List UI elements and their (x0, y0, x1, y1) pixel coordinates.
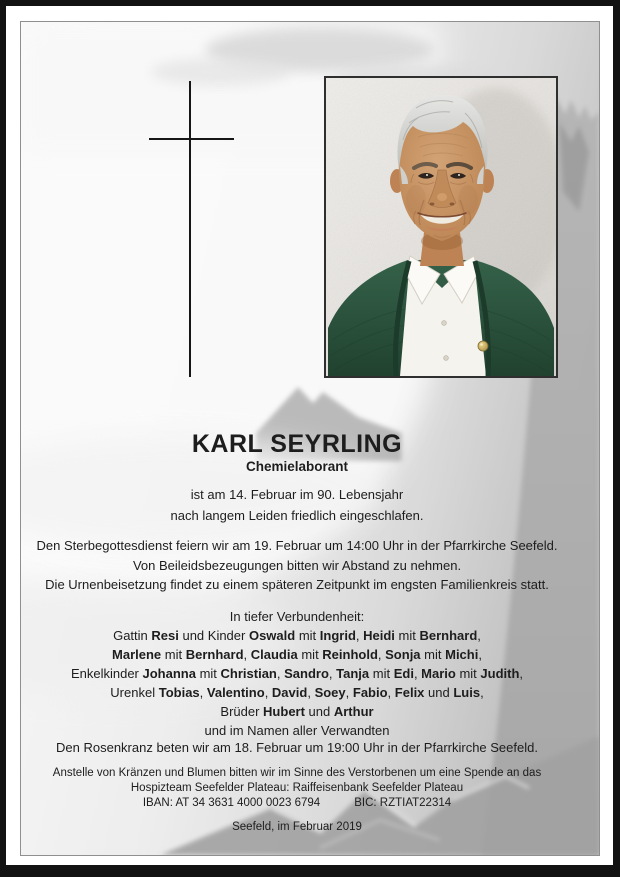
death-line: nach langem Leiden friedlich eingeschlafen. (170, 508, 424, 523)
family-line: Enkelkinder Johanna mit Christian, Sandro, Tanja mit Edi, Mario mit Judith, (70, 666, 524, 681)
deceased-name: KARL SEYRLING (191, 430, 403, 458)
service-line: Von Beileidsbezeugungen bitten wir Abstand zu nehmen. (132, 557, 462, 573)
service-line: Die Urnenbeisetzung findet zu einem späteren Zeitpunkt im engsten Familienkreis statt. (45, 577, 549, 592)
iban-value: IBAN: AT 34 3631 4000 0023 6794 (142, 797, 321, 809)
donation-line: Hospizteam Seefelder Plateau: Raiffeisenbank Seefelder Plateau (130, 782, 464, 794)
family-line: und im Namen aller Verwandten (204, 723, 390, 738)
rosary-info: Den Rosenkranz beten wir am 18. Februar um 19:00 Uhr in der Pfarrkirche Seefeld. (56, 740, 538, 755)
family-line: Urenkel Tobias, Valentino, David, Soey, Fabio, Felix und Luis, (110, 685, 484, 700)
funeral-service-info (21, 536, 573, 595)
memorial-card (20, 21, 600, 856)
donation-line: Anstelle von Kränzen und Blumen bitten wir im Sinne des Verstorbenen um eine Spende an das (52, 767, 542, 779)
condolence-intro: In tiefer Verbundenheit: (229, 609, 365, 624)
death-line: ist am 14. Februar im 90. Lebensjahr (190, 487, 404, 502)
bank-details (21, 796, 573, 811)
bic-value: BIC: RZTIAT22314 (354, 797, 452, 809)
card-text-column (21, 22, 573, 855)
donation-info (21, 766, 573, 796)
service-line: Den Sterbegottesdienst feiern wir am 19. Februar um 14:00 Uhr in der Pfarrkirche Seefeld. (36, 538, 558, 553)
family-condolence (21, 607, 573, 740)
family-line: Marlene mit Bernhard, Claudia mit Reinhold, Sonja mit Michi, (112, 647, 482, 662)
profession: Chemielaborant (245, 459, 349, 474)
death-announcement (21, 484, 573, 526)
family-line: Brüder Hubert und Arthur (220, 704, 374, 719)
place-and-date: Seefeld, im Februar 2019 (232, 821, 362, 833)
family-line: Gattin Resi und Kinder Oswald mit Ingrid, Heidi mit Bernhard, (113, 628, 481, 643)
page-white-margin (6, 6, 613, 865)
